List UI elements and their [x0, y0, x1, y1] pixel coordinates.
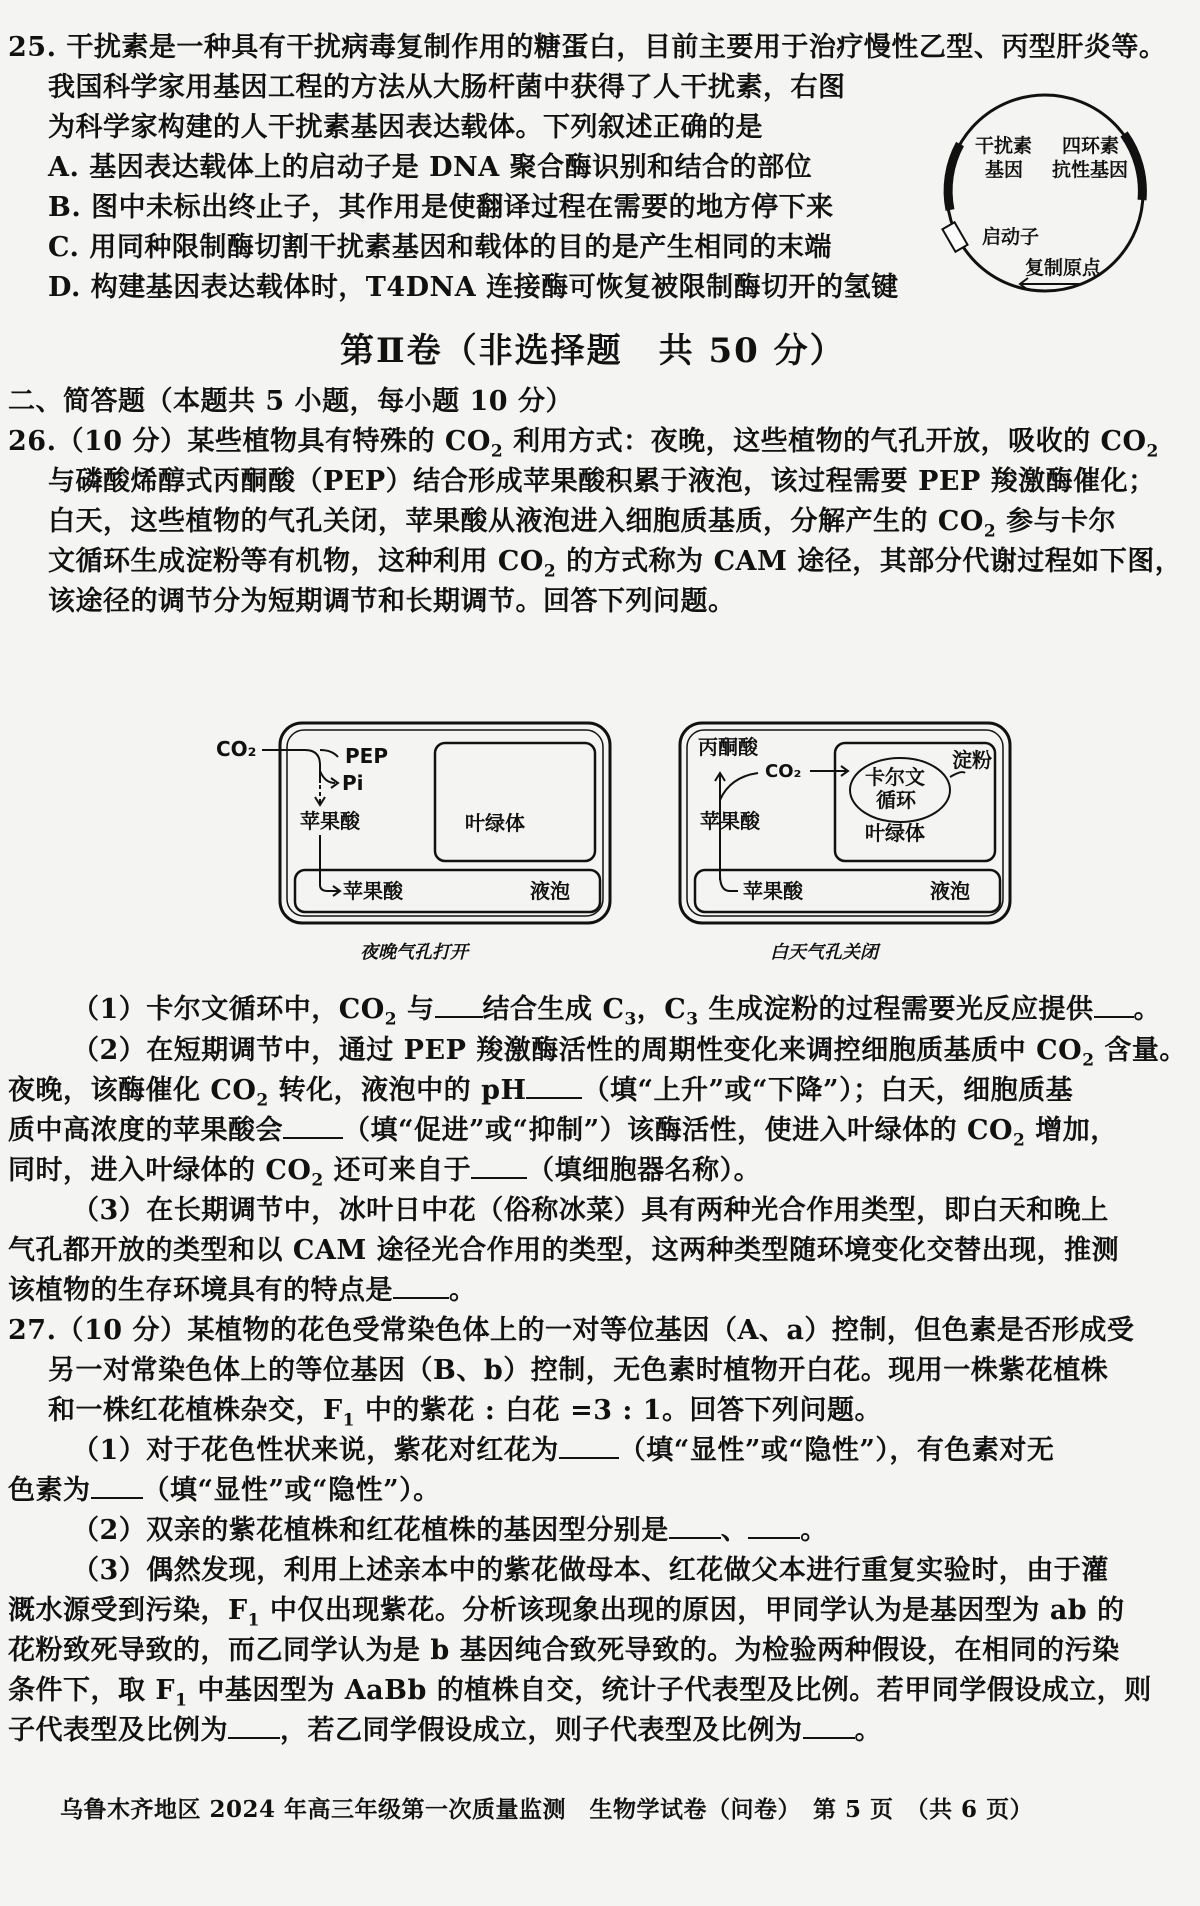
section-heading: 二、简答题（本题共 5 小题，每小题 10 分） [8, 386, 573, 417]
q27-part1-line2: 色素为 （填“显性”或“隐性”）。 [8, 1471, 441, 1511]
night-caption: 夜晚气孔打开 [360, 942, 468, 963]
night-chloroplast-label: 叶绿体 [465, 811, 525, 835]
promoter-label: 启动子 [982, 226, 1040, 248]
answer-blank[interactable] [435, 990, 483, 1018]
gene1-label-line2: 基因 [985, 159, 1024, 181]
q26-part2-line1: （2）在短期调节中，通过 PEP 羧激酶活性的周期性变化来调控细胞质基质中 $CO_2$ 含量。 [72, 1035, 1187, 1071]
q27-part3-line5: 子代表型及比例为 ，若乙同学假设成立，则子代表型及比例为 。 [8, 1711, 882, 1751]
gene1-label-line1: 干扰素 [975, 135, 1033, 157]
q25-option-c: C. 用同种限制酶切割干扰素基因和载体的目的是产生相同的末端 [48, 232, 832, 263]
q26-part2-line2: 夜晚，该酶催化 $CO_2$ 转化，液泡中的 pH （填“上升”或“下降”）；白天，细胞质基 [8, 1071, 1073, 1120]
night-co2-label: CO₂ [216, 737, 257, 761]
page-footer: 乌鲁木齐地区 2024 年高三年级第一次质量监测 生物学试卷（问卷） 第 5 页 （共 6 页） [60, 1796, 1034, 1823]
night-vacuole-malic-label: 苹果酸 [343, 879, 403, 903]
q26-part1: （1）卡尔文循环中，$CO_2$ 与 结合生成 $C_3$，$C_3$ 生成淀粉的过程需要光反应提供 。 [72, 990, 1161, 1039]
q27-part3-line1: （3）偶然发现，利用上述亲本中的紫花做母本、红花做父本进行重复实验时，由于灌 [72, 1555, 1109, 1586]
night-vacuole-label: 液泡 [530, 879, 570, 903]
q27-line1: 27.（10 分）某植物的花色受常染色体上的一对等位基因（A、a）控制，但色素是否形成受 [8, 1315, 1135, 1346]
day-vacuole-label: 液泡 [930, 879, 970, 903]
q25-option-b: B. 图中未标出终止子，其作用是使翻译过程在需要的地方停下来 [48, 192, 834, 223]
gene2-label-line1: 四环素 [1062, 135, 1120, 157]
q25-stem-line3: 为科学家构建的人干扰素基因表达载体。下列叙述正确的是 [48, 112, 763, 143]
answer-blank[interactable] [803, 1711, 855, 1739]
calvin-label-line1: 卡尔文 [865, 765, 925, 789]
night-malic-label: 苹果酸 [300, 809, 360, 833]
q26-line2: 与磷酸烯醇式丙酮酸（PEP）结合形成苹果酸积累于液泡，该过程需要 PEP 羧激酶催化； [48, 466, 1156, 497]
answer-blank[interactable] [471, 1151, 527, 1179]
answer-blank[interactable] [228, 1711, 280, 1739]
q25-stem-line1: 25. 干扰素是一种具有干扰病毒复制作用的糖蛋白，目前主要用于治疗慢性乙型、丙型肝炎等。 [8, 32, 1167, 63]
answer-blank[interactable] [91, 1471, 143, 1499]
q26-line1: 26.（10 分）某些植物具有特殊的 $CO_2$ 利用方式：夜晚，这些植物的气孔开放，吸收的 $CO_2$ [8, 426, 1159, 462]
day-vacuole-malic-label: 苹果酸 [743, 879, 803, 903]
q26-part3-line2: 气孔都开放的类型和以 CAM 途径光合作用的类型，这两种类型随环境变化交替出现，推测 [8, 1235, 1120, 1266]
q26-line4: 文循环生成淀粉等有机物，这种利用 $CO_2$ 的方式称为 CAM 途径，其部分代谢过程如下图， [48, 546, 1183, 582]
q27-part2: （2）双亲的紫花植株和红花植株的基因型分别是 、 。 [72, 1511, 828, 1551]
q26-part3-line3: 该植物的生存环境具有的特点是 。 [8, 1271, 477, 1311]
interferon-gene-segment [948, 144, 960, 210]
day-caption: 白天气孔关闭 [770, 942, 878, 963]
day-co2-label: CO₂ [765, 761, 802, 782]
q26-line3: 白天，这些植物的气孔关闭，苹果酸从液泡进入细胞质基质，分解产生的 $CO_2$ 参与卡尔 [48, 506, 1117, 542]
plasmid-diagram [930, 80, 1170, 300]
q27-part3-line2: 溉水源受到污染，$F_1$ 中仅出现紫花。分析该现象出现的原因，甲同学认为是基因型为 ab 的 [8, 1595, 1125, 1631]
q25-option-a: A. 基因表达载体上的启动子是 DNA 聚合酶识别和结合的部位 [48, 152, 813, 183]
q26-part2-line4: 同时，进入叶绿体的 $CO_2$ 还可来自于 （填细胞器名称）。 [8, 1151, 761, 1200]
gene2-label-line2: 抗性基因 [1052, 159, 1129, 181]
pep-label: PEP [345, 744, 388, 768]
q27-line2: 另一对常染色体上的等位基因（B、b）控制，无色素时植物开白花。现用一株紫花植株 [48, 1355, 1109, 1386]
pyruvate-label: 丙酮酸 [698, 735, 758, 759]
q27-part1-line1: （1）对于花色性状来说，紫花对红花为 （填“显性”或“隐性”），有色素对无 [72, 1431, 1054, 1471]
q26-part3-line1: （3）在长期调节中，冰叶日中花（俗称冰菜）具有两种光合作用类型，即白天和晚上 [72, 1195, 1109, 1226]
answer-blank[interactable] [748, 1511, 800, 1539]
q25-option-d: D. 构建基因表达载体时，T4DNA 连接酶可恢复被限制酶切开的氢键 [48, 272, 899, 303]
day-malic-label: 苹果酸 [700, 809, 760, 833]
pi-label: Pi [342, 771, 364, 795]
day-chloroplast-label: 叶绿体 [865, 821, 925, 845]
origin-label: 复制原点 [1025, 257, 1102, 279]
q27-part3-line4: 条件下，取 $F_1$ 中基因型为 AaBb 的植株自交，统计子代表型及比例。若甲同学假设成立，则 [8, 1675, 1152, 1711]
answer-blank[interactable] [1094, 990, 1134, 1018]
cam-pathway-diagram [210, 715, 1020, 975]
promoter-icon [942, 222, 967, 252]
q27-line3: 和一株红花植株杂交，$F_1$ 中的紫花 : 白花 =3 : 1。回答下列问题。 [48, 1395, 883, 1431]
answer-blank[interactable] [393, 1271, 449, 1299]
volume-title: 第Ⅱ卷（非选择题 共 50 分） [340, 331, 846, 371]
q26-part2-line3: 质中高浓度的苹果酸会 （填“促进”或“抑制”）该酶活性，使进入叶绿体的 $CO_2$ 增加， [8, 1111, 1118, 1160]
night-cell [216, 723, 610, 963]
q26-line5: 该途径的调节分为短期调节和长期调节。回答下列问题。 [48, 586, 736, 617]
answer-blank[interactable] [526, 1071, 582, 1099]
starch-label: 淀粉 [952, 748, 992, 772]
day-cell [680, 723, 1010, 963]
answer-blank[interactable] [283, 1111, 343, 1139]
calvin-label-line2: 循环 [876, 788, 916, 812]
q27-part3-line3: 花粉致死导致的，而乙同学认为是 b 基因纯合致死导致的。为检验两种假设，在相同的污染 [8, 1635, 1120, 1666]
night-chloroplast [435, 743, 595, 861]
q25-stem-line2: 我国科学家用基因工程的方法从大肠杆菌中获得了人干扰素，右图 [48, 72, 846, 103]
answer-blank[interactable] [559, 1431, 619, 1459]
answer-blank[interactable] [669, 1511, 721, 1539]
